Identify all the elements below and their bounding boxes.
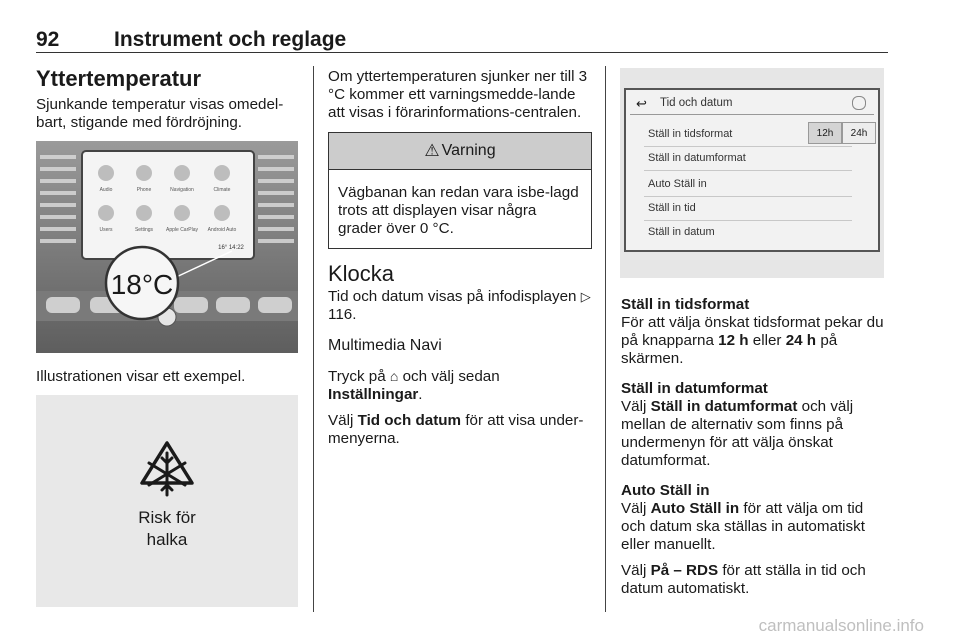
heading-tidsformat: Ställ in tidsformat — [621, 296, 750, 313]
valj-text: Välj Tid och datum för att visa under-menyerna. — [328, 412, 584, 447]
rds-text: Välj På – RDS för att ställa in tid och datum automatiskt. — [621, 562, 866, 597]
column-divider-1 — [313, 66, 314, 612]
app-label: Climate — [213, 187, 231, 193]
app-label: Audio — [99, 187, 113, 193]
klocka-text: Tid och datum visas på infodisplayen ▷ 116. — [328, 288, 591, 323]
screen-row[interactable]: Ställ in datumformat — [648, 152, 746, 164]
heading-auto: Auto Ställ in — [621, 482, 710, 499]
status-time: 16° 14:22 — [218, 245, 244, 251]
temp-warning-text: Om yttertemperaturen sjunker ner till 3 °C kommer ett varningsmedde-lande att visas i förarinformations-centralen. — [328, 68, 588, 121]
warning-box — [328, 132, 592, 249]
column-1 — [36, 66, 298, 132]
screen-row[interactable]: Ställ in tidsformat — [648, 128, 733, 140]
illustration-caption: Illustrationen visar ett exempel. — [36, 368, 246, 385]
app-label: Android Auto — [207, 227, 237, 233]
warning-heading: Varning — [441, 142, 496, 159]
page-number: 92 — [36, 28, 60, 51]
screen-row[interactable]: Ställ in datum — [648, 226, 715, 238]
time-date-screen — [624, 88, 880, 252]
intro-text: Sjunkande temperatur visas omedel-bart, stigande med fördröjning. — [36, 96, 284, 131]
app-label: Settings — [134, 227, 154, 233]
home-icon: ⌂ — [389, 368, 399, 384]
section-title-klocka: Klocka — [328, 261, 395, 286]
infotainment-display-graphic — [36, 141, 298, 353]
btn-24h[interactable]: 24h — [842, 122, 876, 144]
page-reference-icon: ▷ — [580, 289, 591, 304]
btn-12h[interactable]: 12h — [808, 122, 842, 144]
chapter-title: Instrument och reglage — [114, 28, 347, 51]
screen-row[interactable]: Auto Ställ in — [648, 178, 707, 190]
app-label: Apple CarPlay — [166, 227, 198, 233]
app-label: Users — [99, 227, 113, 233]
datumformat-text: Välj Ställ in datumformat och välj mellan de alternativ som finns på undermenyn för att välja önskat datumformat. — [621, 398, 854, 469]
heading-datumformat: Ställ in datumformat — [621, 380, 768, 397]
warning-triangle-icon: ⚠ — [424, 141, 440, 160]
column-3 — [621, 296, 887, 598]
page-header — [36, 26, 888, 53]
back-icon: ↩ — [636, 96, 647, 111]
subsection-multimedia-navi: Multimedia Navi — [328, 337, 442, 354]
auto-text: Välj Auto Ställ in för att välja om tid och datum ska ställas in automatiskt eller manuellt. — [621, 500, 865, 553]
app-label: Navigation — [170, 187, 194, 193]
settings-icon — [852, 96, 866, 110]
time-date-screen-illustration — [620, 68, 884, 278]
snowflake-icon — [149, 453, 185, 495]
ice-warning-line1: Risk för — [138, 508, 196, 527]
warning-body: Vägbanan kan redan vara isbe-lagd trots att displayen visar några grader över 0 °C. — [338, 184, 579, 237]
screen-title: Tid och datum — [660, 97, 733, 109]
tryck-text: Tryck på ⌂ och välj sedan Inställningar. — [328, 368, 500, 403]
screen-row[interactable]: Ställ in tid — [648, 202, 696, 214]
tidsformat-text: För att välja önskat tidsformat pekar du på knapparna 12 h eller 24 h på skärmen. — [621, 314, 884, 367]
section-title-yttertemperatur: Yttertemperatur — [36, 66, 202, 91]
app-label: Phone — [136, 187, 152, 193]
ice-warning-graphic — [36, 395, 298, 607]
warning-header — [329, 133, 591, 170]
column-2 — [328, 68, 592, 448]
display-illustration — [36, 141, 298, 353]
column-divider-2 — [605, 66, 606, 612]
temperature-readout: 18°C — [110, 269, 174, 300]
watermark: carmanualsonline.info — [758, 616, 924, 635]
ice-warning-line2: halka — [146, 530, 188, 549]
ice-warning-illustration — [36, 395, 298, 607]
